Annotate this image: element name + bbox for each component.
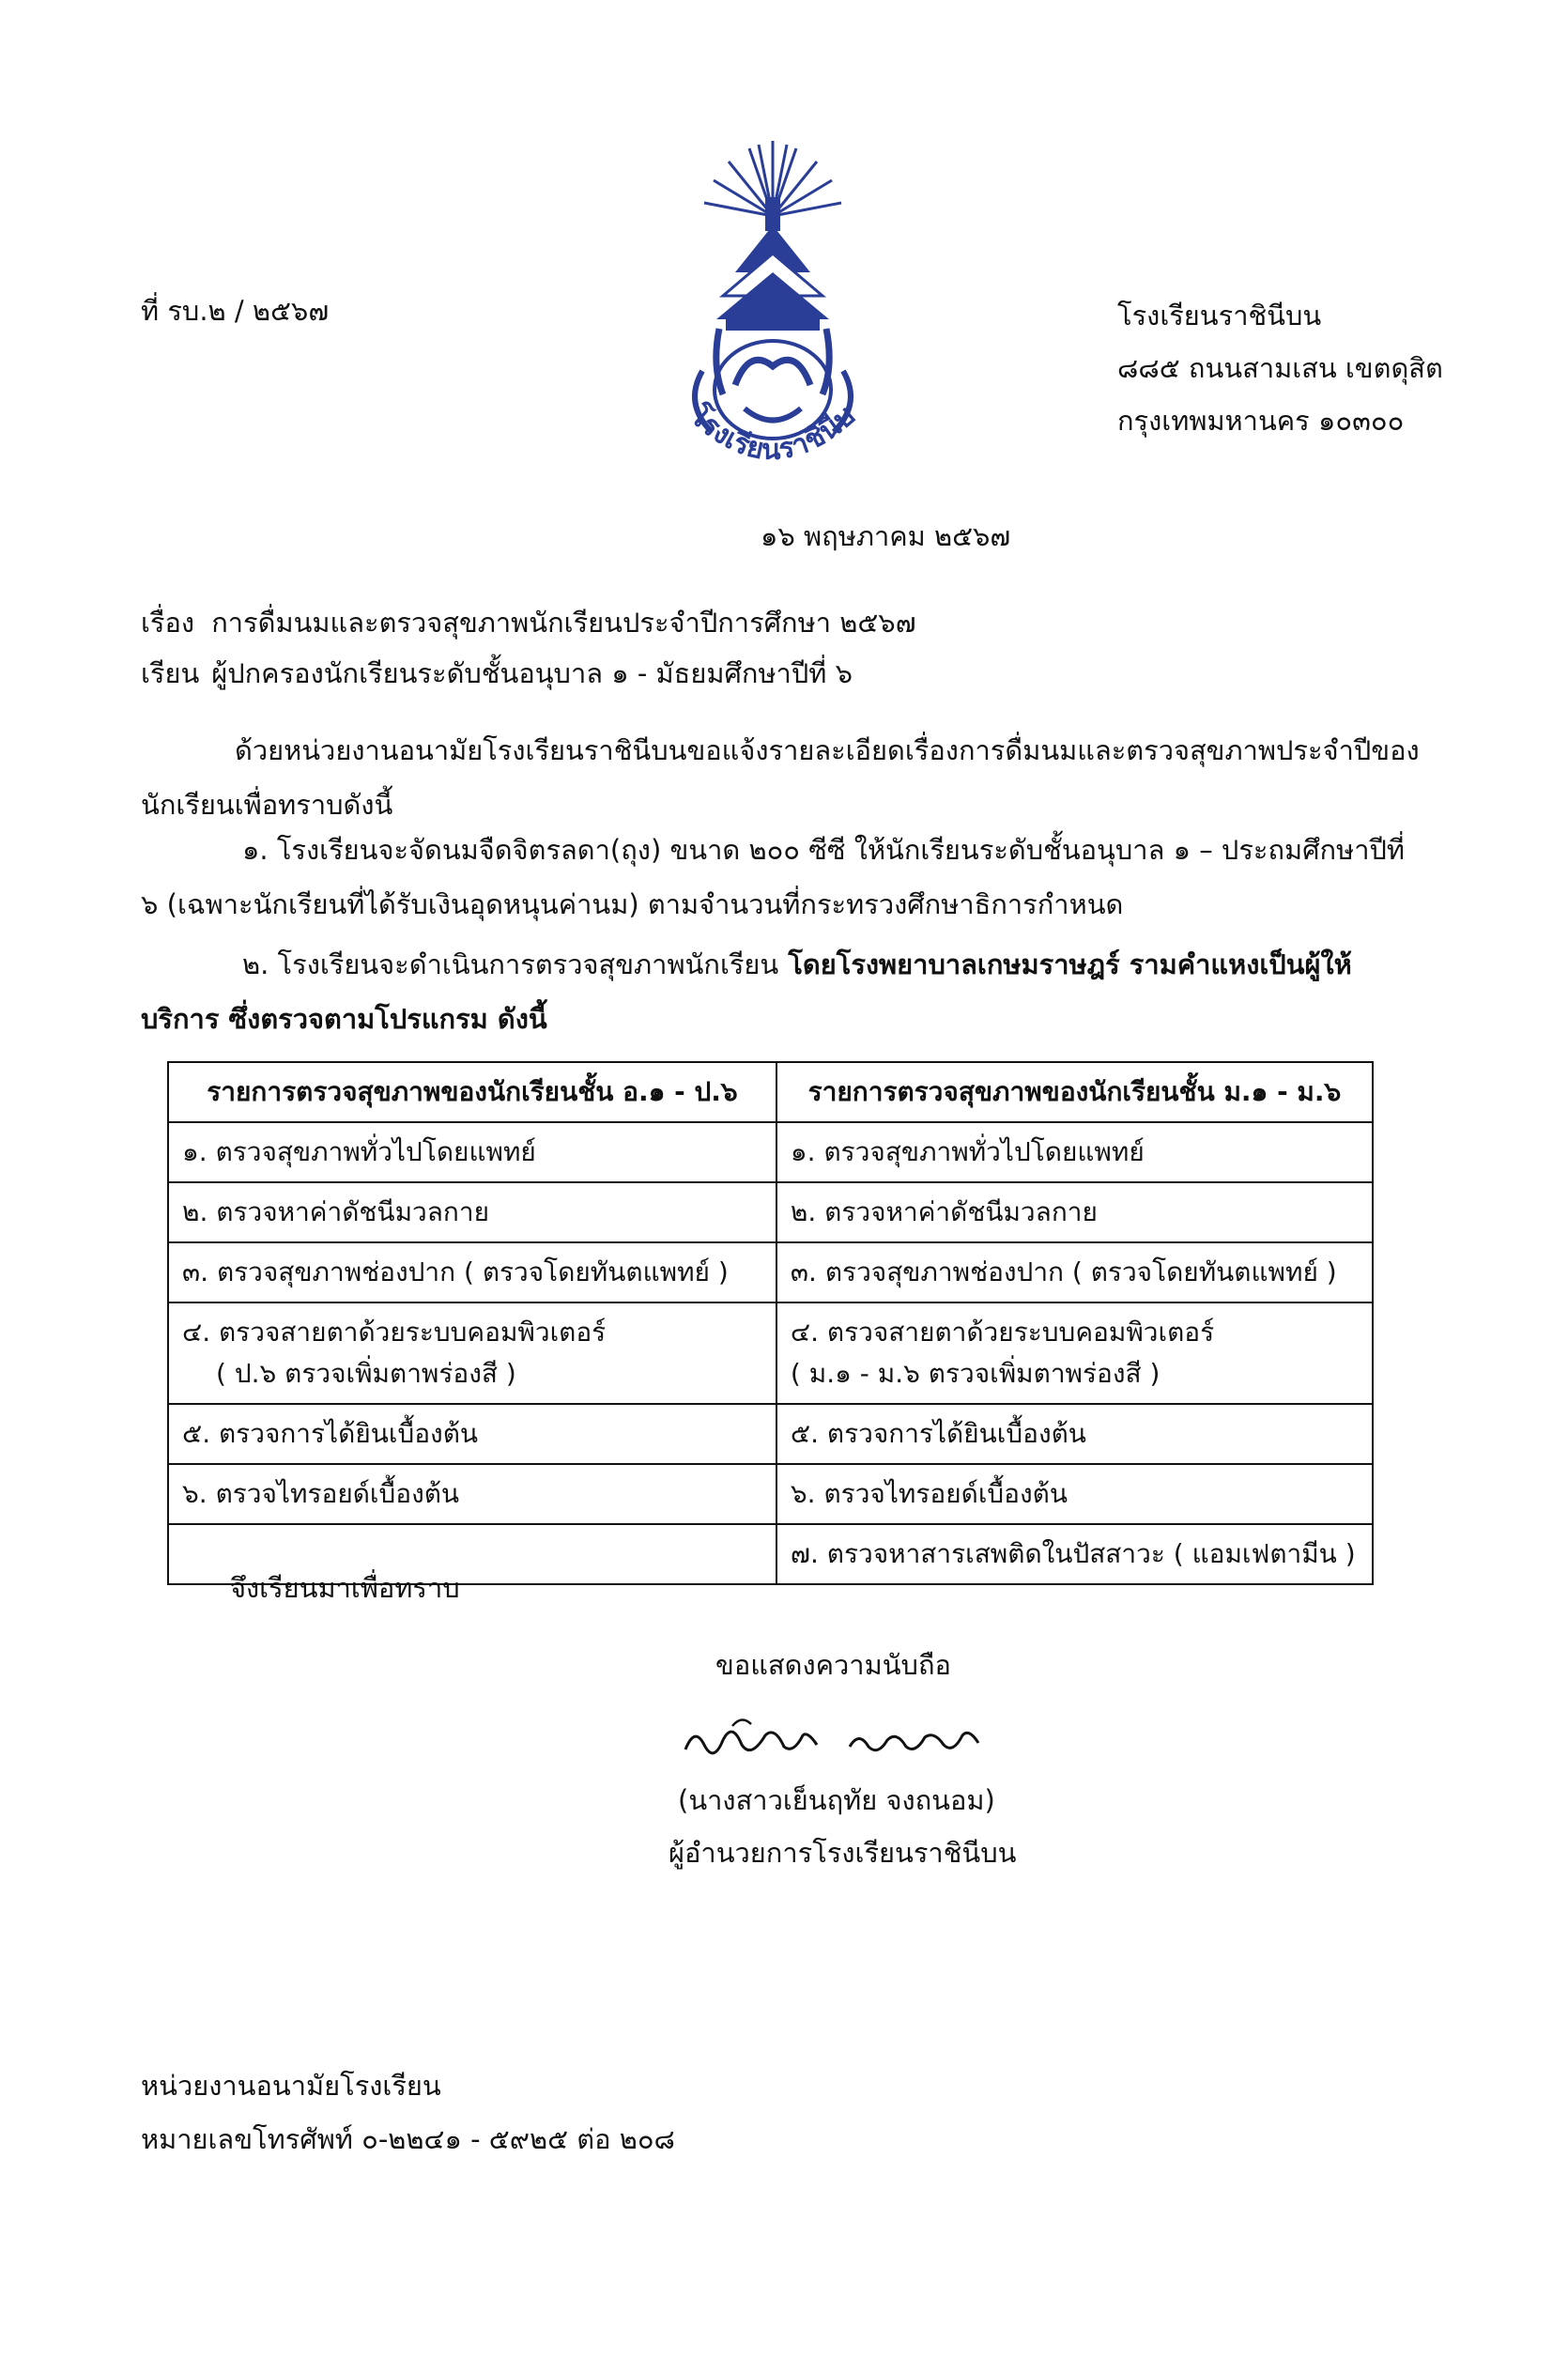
school-logo (646, 131, 899, 488)
school-seal-text: โรงเรียนราชินีบ (683, 399, 862, 467)
closing-text: จึงเรียนมาเพื่อทราบ (230, 1572, 460, 1604)
addressee-line (141, 652, 853, 695)
address-line-1: โรงเรียนราชินีบน (1117, 300, 1322, 331)
table-cell-right: ๒. ตรวจหาค่าดัชนีมวลกาย (776, 1182, 1373, 1242)
address-line-3: กรุงเทพมหานคร ๑๐๓๐๐ (1117, 405, 1405, 437)
address-line-2: ๘๘๕ ถนนสามเสน เขตดุสิต (1117, 352, 1443, 384)
table-cell-left-main: ๔. ตรวจสายตาด้วยระบบคอมพิวเตอร์ (182, 1317, 607, 1348)
table-cell-right: ๗. ตรวจหาสารเสพติดในปัสสาวะ ( แอมเฟตามีน ) (776, 1524, 1373, 1584)
table-cell-left: ๕. ตรวจการได้ยินเบื้องต้น (168, 1404, 776, 1464)
subject-text: การดื่มนมและตรวจสุขภาพนักเรียนประจำปีการศึกษา ๒๕๖๗ (211, 607, 916, 639)
item-2-bold-text: โดยโรงพยาบาลเกษมราษฎร์ รามคำแหงเป็นผู้ให้บริการ ซึ่งตรวจตามโปรแกรม ดังนี้ (141, 948, 1352, 1035)
contact-phone: หมายเลขโทรศัพท์ ๐-๒๒๔๑ - ๕๙๒๕ ต่อ ๒๐๘ (141, 2123, 675, 2155)
table-cell-left: ๖. ตรวจไทรอยด์เบื้องต้น (168, 1464, 776, 1524)
table-cell-right (776, 1302, 1373, 1404)
signature-icon (676, 1707, 995, 1773)
health-check-table (167, 1061, 1374, 1585)
addressee-text: ผู้ปกครองนักเรียนระดับชั้นอนุบาล ๑ - มัธยมศึกษาปีที่ ๖ (211, 657, 853, 689)
table-cell-right: ๑. ตรวจสุขภาพทั่วไปโดยแพทย์ (776, 1122, 1373, 1182)
table-cell-right-main: ๔. ตรวจสายตาด้วยระบบคอมพิวเตอร์ (790, 1317, 1215, 1348)
school-address (1117, 289, 1443, 447)
header-kindergarten-primary: รายการตรวจสุขภาพของนักเรียนชั้น อ.๑ - ป.๖ (168, 1062, 776, 1122)
addressee-label: เรียน (141, 657, 200, 689)
respect-text: ขอแสดงความนับถือ (715, 1649, 951, 1681)
table-row (168, 1242, 1373, 1302)
header-secondary: รายการตรวจสุขภาพของนักเรียนชั้น ม.๑ - ม.๖ (776, 1062, 1373, 1122)
table-cell-left-note: ( ป.๖ ตรวจเพิ่มตาพร่องสี ) (216, 1358, 516, 1389)
item-2-paragraph (141, 937, 1427, 1046)
subject-label: เรื่อง (141, 607, 195, 639)
subject-line (141, 601, 916, 644)
table-cell-right: ๕. ตรวจการได้ยินเบื้องต้น (776, 1404, 1373, 1464)
reference-number: ที่ รบ.๒ / ๒๕๖๗ (141, 295, 330, 327)
table-cell-right: ๓. ตรวจสุขภาพช่องปาก ( ตรวจโดยทันตแพทย์ ) (776, 1242, 1373, 1302)
table-cell-right-note: ( ม.๑ - ม.๖ ตรวจเพิ่มตาพร่องสี ) (790, 1358, 1161, 1389)
table-cell-left: ๒. ตรวจหาค่าดัชนีมวลกาย (168, 1182, 776, 1242)
item-2-text: ๒. โรงเรียนจะดำเนินการตรวจสุขภาพนักเรียน (242, 948, 779, 980)
table-header-row (168, 1062, 1373, 1122)
intro-paragraph: ด้วยหน่วยงานอนามัยโรงเรียนราชินีบนขอแจ้งรายละเอียดเรื่องการดื่มนมและตรวจสุขภาพประจำปีของนักเรียนเพื่อทราบดังนี้ (141, 734, 1420, 821)
letter-date: ๑๖ พฤษภาคม ๒๕๖๗ (761, 520, 1011, 552)
signer-name: (นางสาวเย็นฤทัย จงถนอม) (678, 1784, 995, 1816)
table-row (168, 1464, 1373, 1524)
table-row (168, 1404, 1373, 1464)
signature (676, 1707, 995, 1773)
table-cell-left: ๑. ตรวจสุขภาพทั่วไปโดยแพทย์ (168, 1122, 776, 1182)
signer-title: ผู้อำนวยการโรงเรียนราชินีบน (669, 1837, 1017, 1869)
table-row (168, 1302, 1373, 1404)
item-1-paragraph: ๑. โรงเรียนจะจัดนมจืดจิตรลดา(ถุง) ขนาด ๒๐๐ ซีซี ให้นักเรียนระดับชั้นอนุบาล ๑ – ประถมศึกษาปีที่ ๖ (เฉพาะนักเรียนที่ได้รับเงินอุดหนุนค่านม) ตามจำนวนที่กระทรวงศึกษาธิการกำหนด (141, 834, 1406, 920)
table-cell-right: ๖. ตรวจไทรอยด์เบื้องต้น (776, 1464, 1373, 1524)
table-cell-left: ๓. ตรวจสุขภาพช่องปาก ( ตรวจโดยทันตแพทย์ ) (168, 1242, 776, 1302)
table-row (168, 1182, 1373, 1242)
table-cell-left (168, 1302, 776, 1404)
table-row (168, 1122, 1373, 1182)
school-seal-icon (646, 131, 899, 488)
contact-unit: หน่วยงานอนามัยโรงเรียน (141, 2070, 441, 2102)
